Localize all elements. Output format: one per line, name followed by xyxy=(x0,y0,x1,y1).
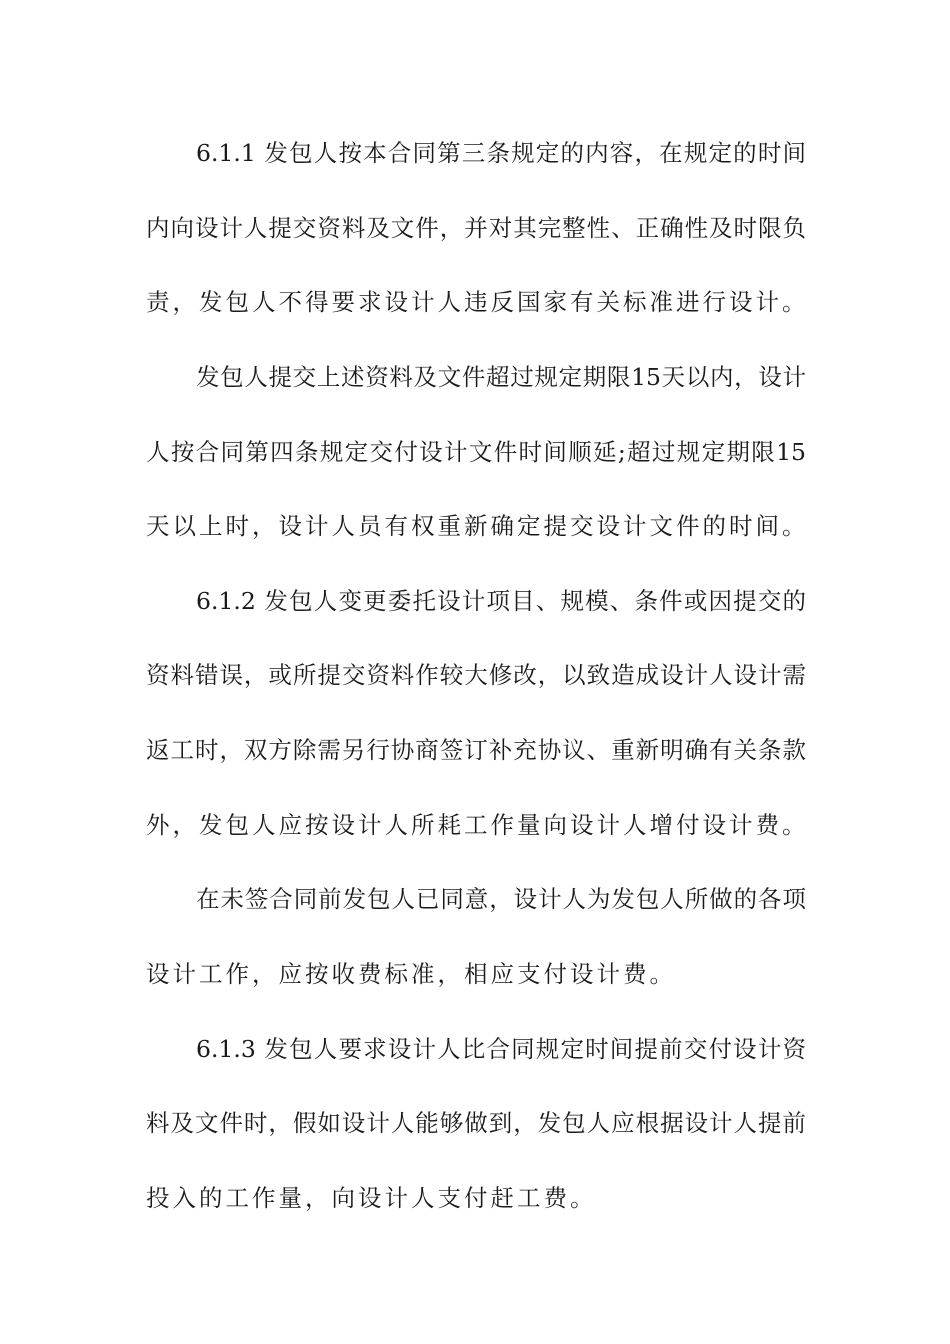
paragraph-line: 返工时，双方除需另行协商签订补充协议、重新明确有关条款 xyxy=(146,736,806,764)
paragraph-line: 6.1.3 发包人要求设计人比合同规定时间提前交付设计资 xyxy=(196,1035,806,1063)
paragraph-line: 投入的工作量，向设计人支付赶工费。 xyxy=(146,1184,597,1212)
paragraph-line: 内向设计人提交资料及文件，并对其完整性、正确性及时限负 xyxy=(146,214,806,242)
paragraph-line: 6.1.2 发包人变更委托设计项目、规模、条件或因提交的 xyxy=(196,587,806,615)
paragraph-line: 外，发包人应按设计人所耗工作量向设计人增付设计费。 xyxy=(146,811,809,839)
paragraph-line: 6.1.1 发包人按本合同第三条规定的内容，在规定的时间 xyxy=(196,139,806,167)
paragraph-line: 资料错误，或所提交资料作较大修改，以致造成设计人设计需 xyxy=(146,661,806,689)
paragraph-line: 发包人提交上述资料及文件超过规定期限15天以内，设计 xyxy=(196,363,806,391)
paragraph-line: 料及文件时，假如设计人能够做到，发包人应根据设计人提前 xyxy=(146,1109,806,1137)
paragraph-line: 人按合同第四条规定交付设计文件时间顺延;超过规定期限15 xyxy=(146,438,806,466)
paragraph-line: 天以上时，设计人员有权重新确定提交设计文件的时间。 xyxy=(146,512,809,540)
paragraph-line: 责，发包人不得要求设计人违反国家有关标准进行设计。 xyxy=(146,288,809,316)
paragraph-line: 设计工作，应按收费标准，相应支付设计费。 xyxy=(146,960,676,988)
paragraph-line: 在未签合同前发包人已同意，设计人为发包人所做的各项 xyxy=(196,885,806,913)
